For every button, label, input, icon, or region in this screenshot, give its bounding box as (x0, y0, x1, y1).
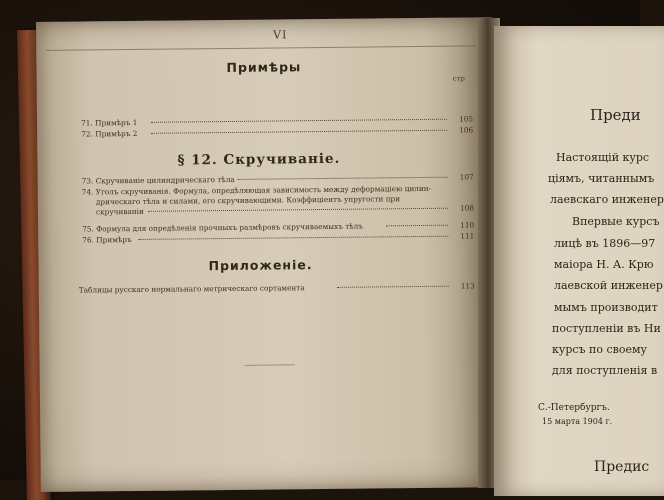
preface-line: для поступленія в (552, 364, 658, 377)
entry-number: 72. (81, 129, 93, 139)
toc-entry (78, 281, 475, 295)
entry-page: 110 (460, 220, 475, 230)
preface-line: курсъ по своему (552, 343, 648, 356)
footer-rule (245, 364, 295, 366)
preface-line: поступленіи въ Ни (552, 322, 661, 335)
preface-line: лаевской инженер (554, 279, 663, 292)
examples-heading: Примѣры (226, 59, 302, 76)
entry-page: 111 (460, 231, 475, 241)
entry-text: Скручиваніе цилиндрическаго тѣла (95, 174, 235, 186)
section-12-heading: § 12. Скручиваніе. (177, 150, 341, 169)
preface-line: Настоящій курс (556, 151, 650, 164)
page-column-label: стр (452, 74, 465, 83)
toc-entry (81, 172, 474, 186)
entry-text: Таблицы русскаго нормальнаго метрическаго сортамента (78, 283, 305, 295)
dot-leader (337, 285, 449, 288)
toc-entry (82, 220, 475, 234)
preface-line: лаевскаго инженер (550, 193, 664, 206)
signature-place: С.-Петербургъ. (538, 403, 610, 413)
entry-text: Формула для опредѣленія прочныхъ размѣровъ скручиваемыхъ тѣлъ (96, 221, 363, 234)
entry-number: 75. (82, 224, 94, 234)
page-number: VI (273, 28, 288, 42)
entry-page: 108 (459, 203, 475, 213)
signature-date: 15 марта 1904 г. (542, 417, 613, 426)
entry-text-line: скручиваніи (95, 206, 144, 217)
preface-title: Преди (590, 106, 641, 124)
entry-text: Примѣръ 2 (95, 128, 138, 139)
entry-text: Примѣръ (96, 235, 132, 245)
preface-line: ціямъ, читаннымъ (548, 172, 655, 185)
entry-page: 107 (459, 172, 474, 182)
entry-page: 105 (459, 114, 474, 124)
dot-leader (386, 224, 448, 227)
entry-number: 76. (82, 235, 94, 245)
entry-text-line: дрическаго тѣла и силами, его скручивающими. Коэффиціентъ упругости при (95, 194, 401, 207)
next-title: Предис (594, 459, 650, 475)
entry-number: 71. (81, 118, 93, 128)
entry-number: 74. (81, 187, 94, 197)
entry-text-line: Уголъ скручиванія. Формула, опредѣляющая зависимость между деформаціею цилин- (95, 183, 432, 197)
preface-line: лицѣ въ 1896—97 (554, 237, 656, 250)
preface-line: маіора Н. А. Крю (554, 258, 654, 271)
header-rule (46, 45, 476, 51)
entry-page: 106 (459, 125, 474, 135)
preface-line: мымъ производит (554, 301, 658, 314)
toc-entry (81, 114, 474, 128)
right-page (494, 26, 664, 496)
entry-number: 73. (81, 176, 94, 186)
entry-text: Примѣръ 1 (95, 117, 138, 128)
left-page (36, 17, 497, 492)
preface-line: Впервые курсъ (572, 215, 660, 228)
entry-page: 113 (460, 281, 475, 291)
appendix-heading: Приложеніе. (208, 257, 313, 274)
